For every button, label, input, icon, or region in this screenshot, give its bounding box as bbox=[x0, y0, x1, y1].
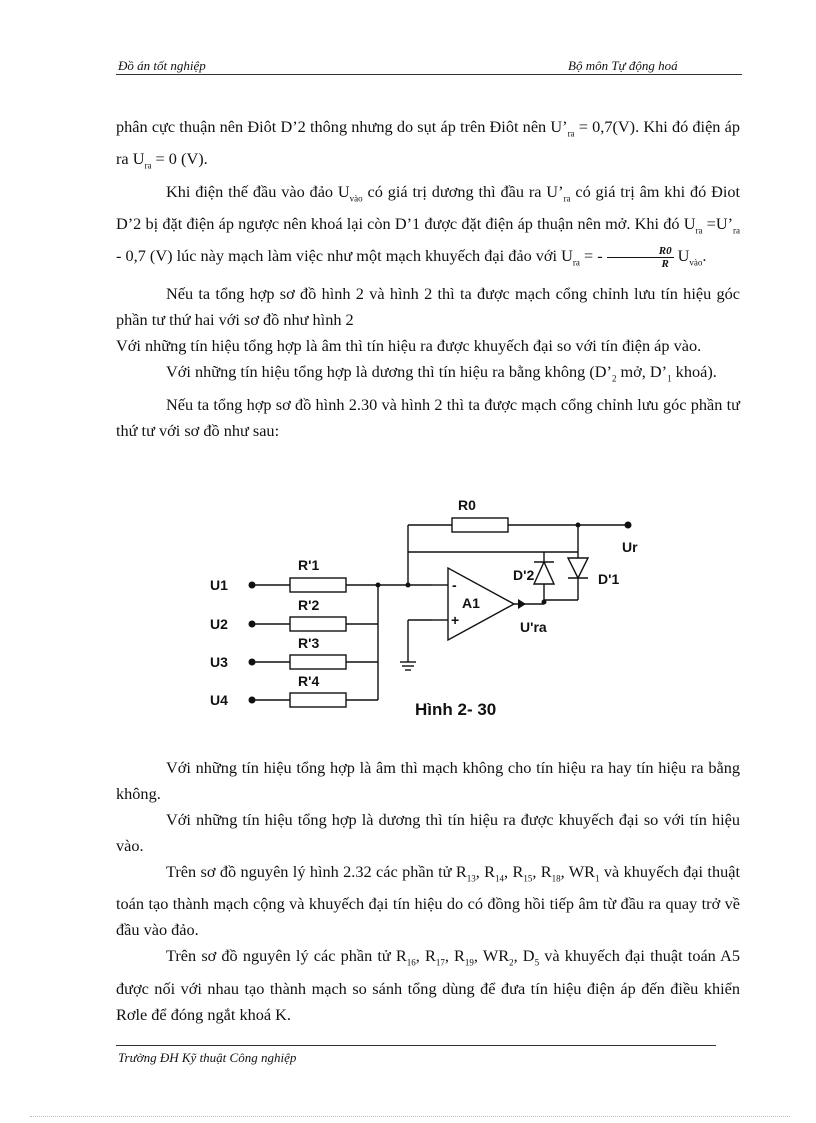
paragraph-8: Với những tín hiệu tổng hợp là dương thì tín hiệu ra được khuyếch đại so với tín hiệu vào. bbox=[116, 810, 740, 855]
header-right: Bộ môn Tự động hoá bbox=[568, 58, 678, 73]
label-u3: U3 bbox=[210, 654, 228, 670]
paragraph-3: Nếu ta tổng hợp sơ đồ hình 2 và hình 2 thì ta được mạch cổng chỉnh lưu tín hiệu góc phần tư thứ hai với sơ đồ như hình 2 bbox=[116, 284, 740, 330]
header-rule bbox=[116, 74, 742, 75]
footer-text: Trường ĐH Kỹ thuật Công nghiệp bbox=[118, 1050, 297, 1065]
label-ur: Ur bbox=[622, 539, 638, 555]
label-ura: U'ra bbox=[520, 619, 547, 635]
label-minus: - bbox=[452, 577, 457, 593]
paragraph-5: Với những tín hiệu tổng hợp là dương thì tín hiệu ra bằng không ($D’_2$ mở, $D’_1$ khoá). bbox=[166, 362, 717, 384]
page-bottom-dots bbox=[30, 1116, 790, 1117]
label-u2: U2 bbox=[210, 616, 228, 632]
body-section-1 bbox=[116, 114, 740, 444]
label-r4: R'4 bbox=[298, 673, 320, 689]
header-left: Đồ án tốt nghiệp bbox=[118, 58, 206, 73]
label-u4: U4 bbox=[210, 692, 228, 708]
label-r0: R0 bbox=[458, 497, 476, 513]
paragraph-7: Với những tín hiệu tổng hợp là âm thì mạch không cho tín hiệu ra hay tín hiệu ra bằng không. bbox=[116, 758, 740, 803]
label-plus: + bbox=[451, 612, 460, 628]
label-d2: D'2 bbox=[513, 567, 535, 583]
label-u1: U1 bbox=[210, 577, 228, 593]
label-r2: R'2 bbox=[298, 597, 320, 613]
body-section-2 bbox=[116, 755, 740, 1028]
paragraph-2: Khi điện thế đầu vào đảo $U_{vào}$ có giá trị dương thì đầu ra $U’_{ra}$ có giá trị âm khi đó Điot D’2 bị đặt điện áp ngược nên khoá lại còn D’1 được đặt điện áp thuận nên mở. Khi đó $U_{ra}$ $=U’_{ra} - 0,7$ (V) lúc này mạch làm việc như một mạch khuyếch đại đảo với $U_{ra}$ = - $\frac{R0}{R}$ $U_{vào}$. bbox=[116, 181, 741, 270]
figure-caption: Hình 2- 30 bbox=[415, 700, 497, 719]
paragraph-10: Trên sơ đồ nguyên lý các phần tử $R_{16}$, $R_{17}$, $R_{19}$, $WR_2$, $D_5$ và khuyếch đại thuật toán A5 được nối với nhau tạo thành mạch so sánh tổng dùng để đưa tín hiệu điện áp đến điều khiển Rơle để đóng ngắt khoá K. bbox=[116, 946, 740, 1024]
label-a1: A1 bbox=[462, 595, 480, 611]
gain-fraction: $\frac{R0}{R}$ bbox=[607, 245, 674, 270]
footer-rule bbox=[116, 1045, 716, 1046]
circuit-diagram bbox=[200, 490, 660, 730]
paragraph-9: Trên sơ đồ nguyên lý hình 2.32 các phần tử $R_{13}$, $R_{14}$, $R_{15}$, $R_{18}$, $WR_1$ và khuyếch đại thuật toán tạo thành mạch cộng và khuyếch đại tín hiệu do có đồng hồi tiếp âm từ đầu ra quay trở về đầu vào đảo. bbox=[116, 862, 740, 940]
label-d1: D'1 bbox=[598, 571, 620, 587]
label-r3: R'3 bbox=[298, 635, 320, 651]
paragraph-6: Nếu ta tổng hợp sơ đồ hình 2.30 và hình 2 thì ta được mạch cổng chỉnh lưu góc phần tư thứ tư với sơ đồ như sau: bbox=[116, 394, 740, 440]
paragraph-1: phân cực thuận nên Điôt D’2 thông nhưng do sụt áp trên Điôt nên $U’_{ra} = 0,7(V)$. Khi đó điện áp ra $U_{ra} = 0$ (V). bbox=[116, 117, 740, 171]
paragraph-4: Với những tín hiệu tổng hợp là âm thì tín hiệu ra được khuyếch đại so với tín điện áp vào. bbox=[116, 336, 702, 356]
label-r1: R'1 bbox=[298, 557, 320, 573]
